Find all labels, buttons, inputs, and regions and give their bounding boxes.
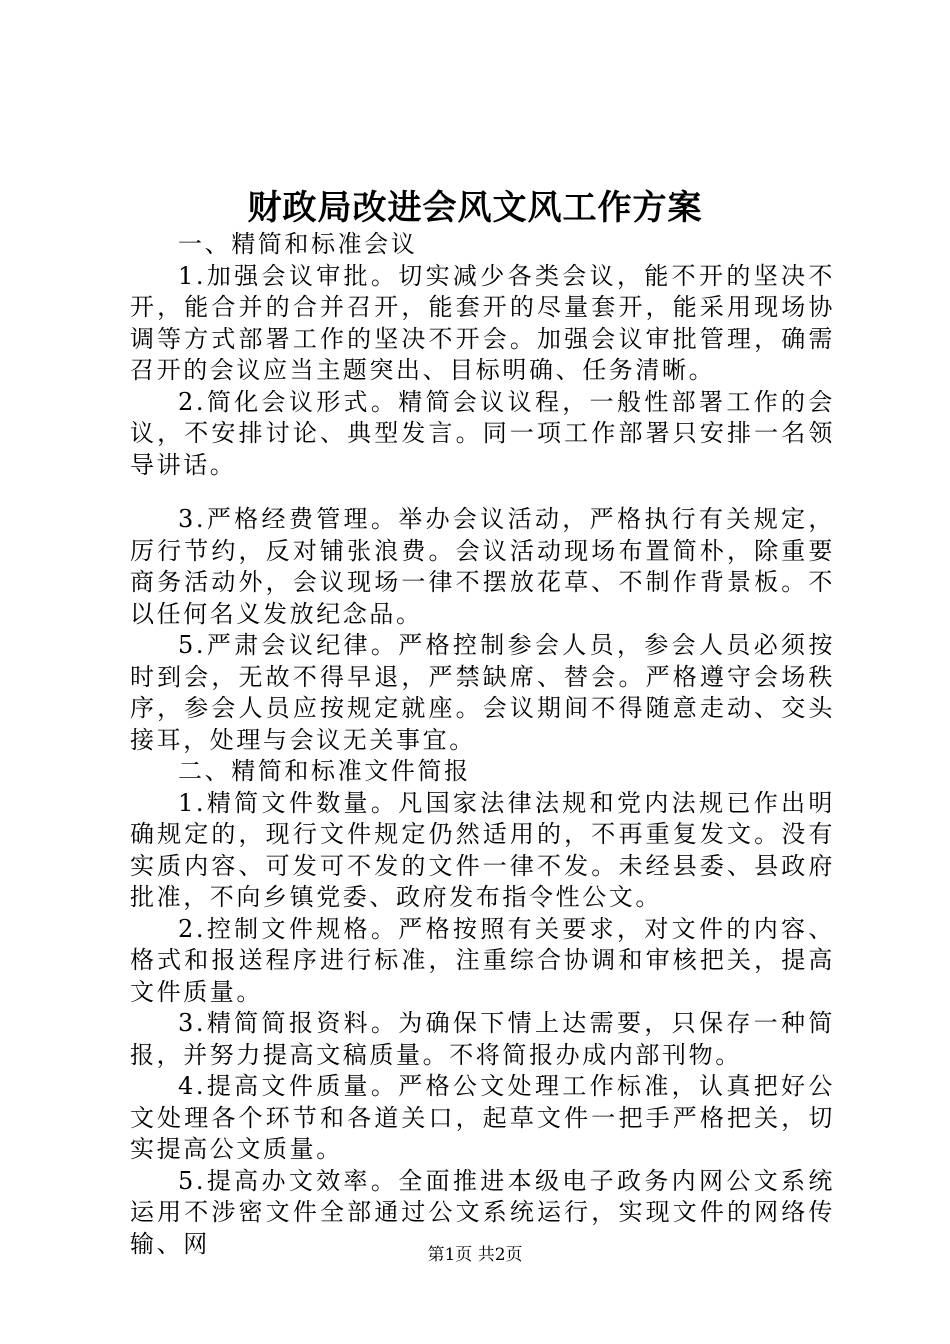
paragraph: 1.精简文件数量。凡国家法律法规和党内法规已作出明确规定的，现行文件规定仍然适用的，不再重复发文。没有实质内容、可发可不发的文件一律不发。未经县委、县政府批准，不向乡镇党委、政府发布指令性公文。	[130, 788, 835, 911]
paragraph: 1.加强会议审批。切实减少各类会议，能不开的坚决不开，能合并的合并召开，能套开的尽量套开，能采用现场协调等方式部署工作的坚决不开会。加强会议审批管理，确需召开的会议应当主题突出、目标明确、任务清晰。	[130, 261, 835, 384]
paragraph: 3.精简简报资料。为确保下情上达需要，只保存一种简报，并努力提高文稿质量。不将简报办成内部刊物。	[130, 1009, 835, 1069]
paragraph: 4.提高文件质量。严格公文处理工作标准，认真把好公文处理各个环节和各道关口，起草文件一把手严格把关，切实提高公文质量。	[130, 1072, 835, 1163]
paragraph: 3.严格经费管理。举办会议活动，严格执行有关规定，厉行节约，反对铺张浪费。会议活动现场布置简朴，除重要商务活动外，会议现场一律不摆放花草、不制作背景板。不以任何名义发放纪念品。	[130, 505, 835, 628]
page-number-footer: 第1页 共2页	[427, 1245, 523, 1265]
document-title: 财政局改进会风文风工作方案	[247, 188, 703, 228]
document-body	[130, 229, 835, 1260]
paragraph: 5.提高办文效率。全面推进本级电子政务内网公文系统运用不涉密文件全部通过公文系统运行，实现文件的网络传输、网	[130, 1166, 835, 1258]
paragraph: 2.简化会议形式。精简会议议程，一般性部署工作的会议，不安排讨论、典型发言。同一项工作部署只安排一名领导讲话。	[130, 387, 835, 479]
section-heading-meetings: 一、精简和标准会议	[178, 230, 418, 258]
paragraph: 2.控制文件规格。严格按照有关要求，对文件的内容、格式和报送程序进行标准，注重综合协调和审核把关，提高文件质量。	[130, 914, 835, 1006]
paragraph: 5.严肃会议纪律。严格控制参会人员，参会人员必须按时到会，无故不得早退，严禁缺席、替会。严格遵守会场秩序，参会人员应按规定就座。会议期间不得随意走动、交头接耳，处理与会议无关事宜。	[130, 631, 835, 754]
section-heading-documents: 二、精简和标准文件简报	[178, 757, 471, 785]
